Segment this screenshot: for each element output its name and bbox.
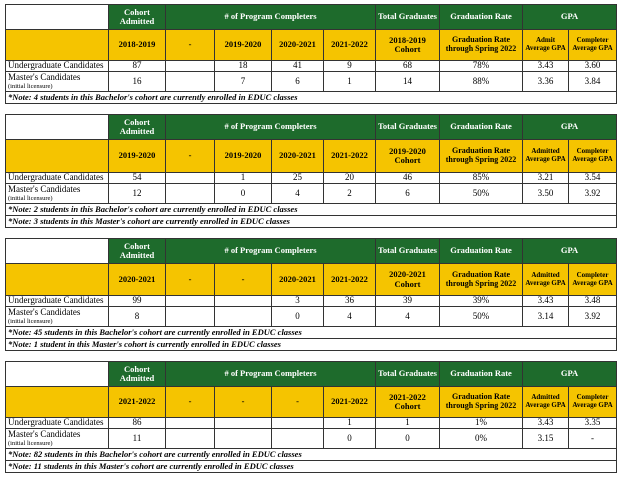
cell-c3: 9 — [324, 61, 376, 72]
cell-rate: 39% — [440, 296, 523, 307]
cell-gpa2: 3.92 — [569, 184, 617, 204]
cell-total: 39 — [376, 296, 440, 307]
cell-c0 — [166, 72, 215, 92]
completer-year-3: 2021-2022 — [324, 264, 376, 296]
cell-admitted: 54 — [109, 173, 166, 184]
corner-cell — [6, 239, 109, 264]
cell-gpa2: 3.35 — [569, 418, 617, 429]
cell-c3: 2 — [324, 184, 376, 204]
program-completers-header: # of Program Completers — [166, 115, 376, 140]
gpa-completer-label: Completer Average GPA — [569, 387, 617, 418]
cell-rate: 78% — [440, 61, 523, 72]
note-text: *Note: 82 students in this Bachelor's cohort are currently enrolled in EDUC classes — [6, 449, 617, 461]
cell-gpa2: 3.54 — [569, 173, 617, 184]
cell-gpa2: 3.60 — [569, 61, 617, 72]
cell-c2: 0 — [272, 307, 324, 327]
graduation-rate-header: Graduation Rate — [440, 5, 523, 30]
undergrad-label: Undergraduate Candidates — [6, 173, 109, 184]
cell-gpa1: 3.36 — [523, 72, 569, 92]
cell-c1 — [215, 307, 272, 327]
masters-label — [6, 184, 109, 204]
completer-year-1: - — [215, 387, 272, 418]
cell-total: 6 — [376, 184, 440, 204]
cell-gpa1: 3.43 — [523, 296, 569, 307]
cohort-year: 2018-2019 — [109, 30, 166, 61]
gpa-admit-label: Admitted Average GPA — [523, 140, 569, 173]
cell-c0 — [166, 307, 215, 327]
cell-c3: 36 — [324, 296, 376, 307]
completer-year-3: 2021-2022 — [324, 30, 376, 61]
total-graduates-header: Total Graduates — [376, 5, 440, 30]
cell-c2: 25 — [272, 173, 324, 184]
cell-admitted: 11 — [109, 429, 166, 449]
cohort-admitted-header: Cohort Admitted — [109, 5, 166, 30]
note-text: *Note: 4 students in this Bachelor's cohort are currently enrolled in EDUC classes — [6, 92, 617, 104]
cell-gpa1: 3.21 — [523, 173, 569, 184]
masters-label-text: Master's Candidates — [8, 306, 81, 317]
note-row — [6, 204, 617, 216]
cell-gpa1: 3.43 — [523, 61, 569, 72]
total-graduates-header: Total Graduates — [376, 239, 440, 264]
cell-gpa2: 3.92 — [569, 307, 617, 327]
gpa-completer-label: Completer Average GPA — [569, 140, 617, 173]
total-cohort-label: 2021-2022 Cohort — [376, 387, 440, 418]
graduation-rate-header: Graduation Rate — [440, 115, 523, 140]
cell-c1: 18 — [215, 61, 272, 72]
cohort-admitted-header: Cohort Admitted — [109, 362, 166, 387]
gpa-header: GPA — [523, 5, 617, 30]
cell-gpa1: 3.50 — [523, 184, 569, 204]
gpa-header: GPA — [523, 362, 617, 387]
graduation-rate-header: Graduation Rate — [440, 239, 523, 264]
note-text: *Note: 1 student in this Master's cohort is currently enrolled in EDUC classes — [6, 339, 617, 351]
note-text: *Note: 3 students in this Master's cohort are currently enrolled in EDUC classes — [6, 216, 617, 228]
cell-c0 — [166, 296, 215, 307]
grad-rate-label: Graduation Rate through Spring 2022 — [440, 30, 523, 61]
cell-total: 14 — [376, 72, 440, 92]
cell-c3: 1 — [324, 418, 376, 429]
completer-year-3: 2021-2022 — [324, 387, 376, 418]
cell-c1: 1 — [215, 173, 272, 184]
note-row — [6, 449, 617, 461]
cell-c0 — [166, 173, 215, 184]
masters-label — [6, 72, 109, 92]
cell-rate: 88% — [440, 72, 523, 92]
cell-admitted: 87 — [109, 61, 166, 72]
gpa-admit-label: Admit Average GPA — [523, 30, 569, 61]
cell-total: 46 — [376, 173, 440, 184]
undergrad-label: Undergraduate Candidates — [6, 296, 109, 307]
total-cohort-label: 2020-2021 Cohort — [376, 264, 440, 296]
blank-yellow-cell — [6, 140, 109, 173]
gpa-admit-label: Admitted Average GPA — [523, 387, 569, 418]
cell-c3: 1 — [324, 72, 376, 92]
cohort-table-2020-2021 — [5, 238, 617, 351]
undergrad-label: Undergraduate Candidates — [6, 61, 109, 72]
program-completers-header: # of Program Completers — [166, 5, 376, 30]
cell-c2 — [272, 429, 324, 449]
cell-c2: 41 — [272, 61, 324, 72]
cell-admitted: 99 — [109, 296, 166, 307]
table-row — [6, 429, 617, 449]
cell-c0 — [166, 429, 215, 449]
cell-total: 4 — [376, 307, 440, 327]
cohort-year: 2020-2021 — [109, 264, 166, 296]
masters-label-text: Master's Candidates — [8, 71, 81, 82]
table-row — [6, 72, 617, 92]
cohort-year: 2021-2022 — [109, 387, 166, 418]
grad-rate-label: Graduation Rate through Spring 2022 — [440, 140, 523, 173]
total-cohort-label: 2018-2019 Cohort — [376, 30, 440, 61]
cell-c3: 4 — [324, 307, 376, 327]
total-graduates-header: Total Graduates — [376, 362, 440, 387]
cell-c3: 20 — [324, 173, 376, 184]
note-text: *Note: 2 students in this Bachelor's cohort are currently enrolled in EDUC classes — [6, 204, 617, 216]
masters-sub-label: (initial licensure) — [8, 82, 53, 90]
cohort-year: 2019-2020 — [109, 140, 166, 173]
completer-year-1: 2019-2020 — [215, 140, 272, 173]
completer-year-1: - — [215, 264, 272, 296]
blank-yellow-cell — [6, 387, 109, 418]
cell-gpa1: 3.14 — [523, 307, 569, 327]
completer-year-3: 2021-2022 — [324, 140, 376, 173]
cohort-table-2019-2020 — [5, 114, 617, 228]
program-completers-header: # of Program Completers — [166, 239, 376, 264]
cell-c1: 7 — [215, 72, 272, 92]
program-completers-header: # of Program Completers — [166, 362, 376, 387]
masters-sub-label: (initial licensure) — [8, 194, 53, 202]
table-row — [6, 307, 617, 327]
blank-yellow-cell — [6, 264, 109, 296]
gpa-completer-label: Completer Average GPA — [569, 30, 617, 61]
cell-admitted: 16 — [109, 72, 166, 92]
note-row — [6, 461, 617, 473]
cell-c0 — [166, 184, 215, 204]
table-row — [6, 184, 617, 204]
table-row — [6, 173, 617, 184]
corner-cell — [6, 115, 109, 140]
gpa-header: GPA — [523, 115, 617, 140]
gpa-header: GPA — [523, 239, 617, 264]
cohort-admitted-header: Cohort Admitted — [109, 239, 166, 264]
corner-cell — [6, 5, 109, 30]
grad-rate-label: Graduation Rate through Spring 2022 — [440, 264, 523, 296]
gpa-admit-label: Admitted Average GPA — [523, 264, 569, 296]
completer-year-2: 2020-2021 — [272, 30, 324, 61]
cell-c2 — [272, 418, 324, 429]
cell-total: 1 — [376, 418, 440, 429]
cell-rate: 1% — [440, 418, 523, 429]
completer-year-0: - — [166, 387, 215, 418]
cell-c1 — [215, 296, 272, 307]
blank-yellow-cell — [6, 30, 109, 61]
completer-year-2: 2020-2021 — [272, 140, 324, 173]
note-row — [6, 92, 617, 104]
cell-gpa1: 3.15 — [523, 429, 569, 449]
grad-rate-label: Graduation Rate through Spring 2022 — [440, 387, 523, 418]
completer-year-1: 2019-2020 — [215, 30, 272, 61]
completer-year-0: - — [166, 30, 215, 61]
cell-c0 — [166, 61, 215, 72]
table-row — [6, 418, 617, 429]
cell-c3: 0 — [324, 429, 376, 449]
table-row — [6, 296, 617, 307]
cell-c0 — [166, 418, 215, 429]
cell-rate: 85% — [440, 173, 523, 184]
masters-label-text: Master's Candidates — [8, 428, 81, 439]
note-text: *Note: 45 students in this Bachelor's cohort are currently enrolled in EDUC classes — [6, 327, 617, 339]
table-row — [6, 61, 617, 72]
cohort-table-2018-2019 — [5, 4, 617, 104]
cell-rate: 50% — [440, 307, 523, 327]
masters-sub-label: (initial licensure) — [8, 439, 53, 447]
cohort-admitted-header: Cohort Admitted — [109, 115, 166, 140]
completer-year-0: - — [166, 264, 215, 296]
note-row — [6, 339, 617, 351]
cell-c1 — [215, 429, 272, 449]
gpa-completer-label: Completer Average GPA — [569, 264, 617, 296]
cell-admitted: 86 — [109, 418, 166, 429]
cell-rate: 50% — [440, 184, 523, 204]
total-cohort-label: 2019-2020 Cohort — [376, 140, 440, 173]
cell-gpa2: 3.48 — [569, 296, 617, 307]
cell-c2: 6 — [272, 72, 324, 92]
cell-total: 0 — [376, 429, 440, 449]
cell-gpa1: 3.43 — [523, 418, 569, 429]
masters-sub-label: (initial licensure) — [8, 317, 53, 325]
undergrad-label: Undergraduate Candidates — [6, 418, 109, 429]
completer-year-2: 2020-2021 — [272, 264, 324, 296]
graduation-data-sheet — [5, 4, 616, 473]
cell-c1 — [215, 418, 272, 429]
masters-label — [6, 307, 109, 327]
cell-c2: 4 — [272, 184, 324, 204]
completer-year-2: - — [272, 387, 324, 418]
corner-cell — [6, 362, 109, 387]
completer-year-0: - — [166, 140, 215, 173]
masters-label-text: Master's Candidates — [8, 183, 81, 194]
cell-admitted: 8 — [109, 307, 166, 327]
total-graduates-header: Total Graduates — [376, 115, 440, 140]
cell-gpa2: - — [569, 429, 617, 449]
cell-total: 68 — [376, 61, 440, 72]
note-row — [6, 327, 617, 339]
note-text: *Note: 11 students in this Master's cohort are currently enrolled in EDUC classes — [6, 461, 617, 473]
cell-rate: 0% — [440, 429, 523, 449]
cohort-table-2021-2022 — [5, 361, 617, 473]
note-row — [6, 216, 617, 228]
cell-c1: 0 — [215, 184, 272, 204]
cell-gpa2: 3.84 — [569, 72, 617, 92]
cell-admitted: 12 — [109, 184, 166, 204]
graduation-rate-header: Graduation Rate — [440, 362, 523, 387]
cell-c2: 3 — [272, 296, 324, 307]
masters-label — [6, 429, 109, 449]
